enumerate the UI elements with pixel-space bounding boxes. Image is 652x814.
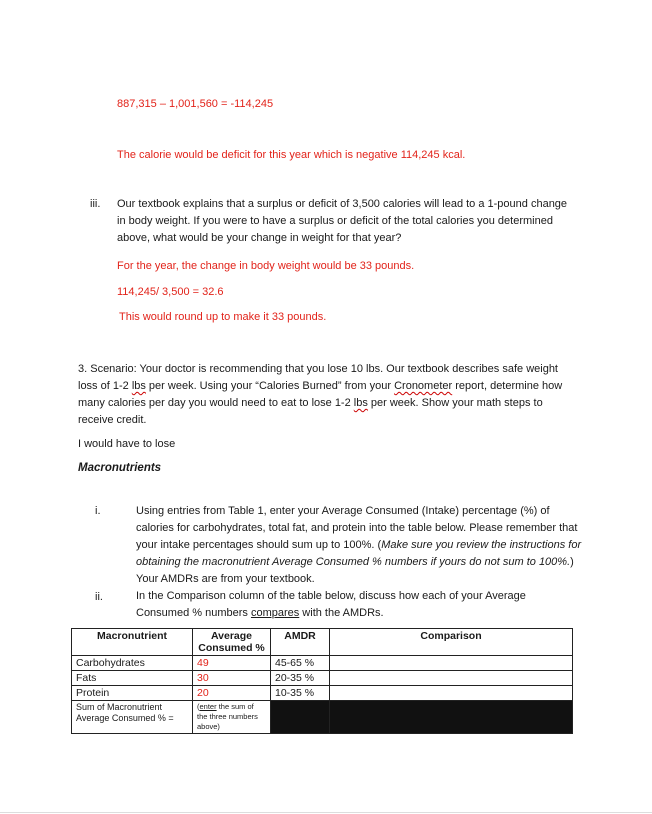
item-iii-answer-3: This would round up to make it 33 pounds. xyxy=(119,311,327,323)
calc-line-1: 887,315 – 1,001,560 = -114,245 xyxy=(117,98,274,110)
row-name: Protein xyxy=(72,686,193,701)
row-comparison[interactable] xyxy=(330,686,573,701)
calc-line-2: The calorie would be deficit for this year which is negative 114,245 kcal. xyxy=(117,149,466,161)
header-macronutrient: Macronutrient xyxy=(72,629,193,656)
table-row xyxy=(72,671,573,686)
spell-cronometer: Cronometer xyxy=(394,380,453,392)
scenario-3-paragraph: 3. Scenario: Your doctor is recommending that you lose 10 lbs. Our textbook describes safe weight loss of 1-2 lbs per week. Using your “Calories Burned” from your Cronometer report, determine how many calories per day you would need to eat to lose 1-2 lbs per week. Show your math steps to receive credit. xyxy=(78,363,563,426)
row-comparison[interactable] xyxy=(330,671,573,686)
sum-note[interactable]: (enter the sum of the three numbers above) xyxy=(193,701,271,734)
scenario-3-answer: I would have to lose xyxy=(78,438,176,450)
item-iii-answer-2: 114,245/ 3,500 = 32.6 xyxy=(117,286,224,298)
page-bottom-edge xyxy=(0,812,652,813)
row-name: Carbohydrates xyxy=(72,656,193,671)
item-iii-marker: iii. xyxy=(90,198,101,210)
row-comparison[interactable] xyxy=(330,656,573,671)
item-ii-text: In the Comparison column of the table below, discuss how each of your Average Consumed % numbers compares with the AMDRs. xyxy=(136,590,526,619)
item-i-marker: i. xyxy=(95,505,101,517)
row-value[interactable]: 20 xyxy=(193,686,271,701)
spell-lbs-1: lbs xyxy=(131,380,146,392)
table-row xyxy=(72,656,573,671)
item-ii-marker: ii. xyxy=(95,591,103,603)
row-amdr: 10-35 % xyxy=(271,686,330,701)
header-comparison: Comparison xyxy=(330,629,573,656)
row-name: Fats xyxy=(72,671,193,686)
table-row-sum xyxy=(72,701,573,734)
row-amdr: 45-65 % xyxy=(271,656,330,671)
sum-amdr-blank xyxy=(271,701,330,734)
table-row xyxy=(72,686,573,701)
macronutrients-heading: Macronutrients xyxy=(78,462,162,474)
sum-comparison-blank xyxy=(330,701,573,734)
item-iii-question: Our textbook explains that a surplus or deficit of 3,500 calories will lead to a 1-pound change in body weight. If you were to have a surplus or deficit of the total calories you determined above, what would be your change in weight for that year? xyxy=(117,198,568,244)
macronutrient-table xyxy=(71,628,573,734)
row-value[interactable]: 49 xyxy=(193,656,271,671)
item-i-text: Using entries from Table 1, enter your Average Consumed (Intake) percentage (%) of calories for carbohydrates, total fat, and protein into the table below. Please remember that your intake percentages should sum up to 100%. (Make sure you review the instructions for obtaining the macronutrient Average Consumed % numbers if yours do not sum to 100%.) Your AMDRs are from your textbook. xyxy=(136,505,582,585)
row-value[interactable]: 30 xyxy=(193,671,271,686)
spell-lbs-2: lbs xyxy=(353,397,368,409)
row-amdr: 20-35 % xyxy=(271,671,330,686)
header-amdr: AMDR xyxy=(271,629,330,656)
sum-label: Sum of Macronutrient Average Consumed % = xyxy=(72,701,193,734)
header-average: Average Consumed % xyxy=(193,629,271,656)
item-iii-answer-1: For the year, the change in body weight would be 33 pounds. xyxy=(117,260,415,272)
